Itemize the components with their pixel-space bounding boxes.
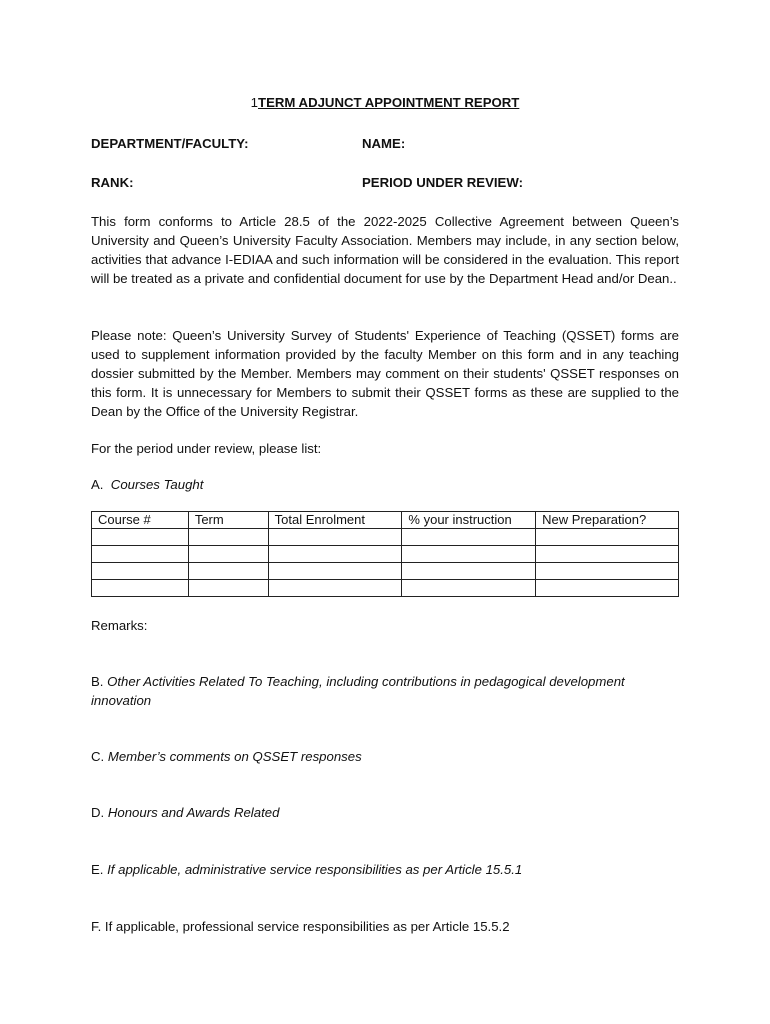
intro-paragraph: This form conforms to Article 28.5 of the 2022-2025 Collective Agreement between Queen’s University and Queen’s University Faculty Association. Members may include, in any section below, activities that advance I-EDIAA and such information will be considered in the evaluation. This report will be treated as a private and confidential document for use by the Department Head and/or Dean.. (91, 214, 679, 286)
section-e-letter: E. (91, 862, 104, 877)
table-cell[interactable] (402, 546, 536, 563)
table-cell[interactable] (92, 563, 189, 580)
table-cell[interactable] (268, 563, 402, 580)
table-cell[interactable] (402, 529, 536, 546)
qsset-note-paragraph: Please note: Queen’s University Survey of Students' Experience of Teaching (QSSET) forms are used to supplement information provided by the faculty Member on this form and in any teaching dossier submitted by the Member. Members may comment on their students' QSSET responses on this form. It is unnecessary for Members to submit their QSSET forms as these are supplied to the Dean by the Office of the University Registrar. (91, 328, 679, 419)
section-c-letter: C. (91, 749, 105, 764)
section-c-title: Member’s comments on QSSET responses (107, 749, 362, 764)
table-cell[interactable] (188, 546, 268, 563)
section-a-title: Courses Taught (110, 477, 204, 492)
table-cell[interactable] (92, 546, 189, 563)
table-cell[interactable] (402, 563, 536, 580)
table-cell[interactable] (188, 580, 268, 597)
table-cell[interactable] (268, 580, 402, 597)
table-header-row (92, 512, 679, 529)
section-e-heading (91, 860, 681, 879)
column-header: % your instruction (402, 512, 536, 529)
table-row (92, 580, 679, 597)
list-intro: For the period under review, please list: (91, 441, 322, 456)
section-b-heading (91, 672, 681, 710)
section-d-heading (91, 803, 681, 822)
courses-table (91, 511, 679, 597)
table-cell[interactable] (188, 529, 268, 546)
title-text: TERM ADJUNCT APPOINTMENT REPORT (258, 95, 520, 110)
section-b-title: Other Activities Related To Teaching, including contributions in pedagogical development innovation (91, 674, 625, 708)
section-b-letter: B. (91, 674, 104, 689)
column-header: Total Enrolment (268, 512, 402, 529)
table-cell[interactable] (268, 546, 402, 563)
section-a-letter: A. (91, 477, 104, 492)
rank-label: RANK: (91, 175, 134, 190)
table-cell[interactable] (268, 529, 402, 546)
table-row (92, 529, 679, 546)
table-cell[interactable] (536, 546, 679, 563)
table-cell[interactable] (92, 580, 189, 597)
page-title (0, 95, 770, 110)
table-cell[interactable] (536, 529, 679, 546)
table-row (92, 546, 679, 563)
section-d-title: Honours and Awards Related (107, 805, 280, 820)
section-e-title: If applicable, administrative service responsibilities as per Article 15.5.1 (107, 862, 523, 877)
column-header: Term (188, 512, 268, 529)
section-d-letter: D. (91, 805, 105, 820)
table-cell[interactable] (92, 529, 189, 546)
table-cell[interactable] (188, 563, 268, 580)
footnote-number: 1 (250, 95, 259, 110)
table-row (92, 563, 679, 580)
period-label: PERIOD UNDER REVIEW: (362, 175, 523, 190)
remarks-label: Remarks: (91, 618, 148, 633)
department-label: DEPARTMENT/FACULTY: (91, 136, 249, 151)
table-cell[interactable] (536, 580, 679, 597)
table-cell[interactable] (536, 563, 679, 580)
name-label: NAME: (362, 136, 406, 151)
section-c-heading (91, 747, 681, 766)
table-cell[interactable] (402, 580, 536, 597)
section-f-heading: F. If applicable, professional service responsibilities as per Article 15.5.2 (91, 919, 510, 934)
column-header: New Preparation? (536, 512, 679, 529)
section-a-heading (91, 475, 681, 494)
column-header: Course # (92, 512, 189, 529)
